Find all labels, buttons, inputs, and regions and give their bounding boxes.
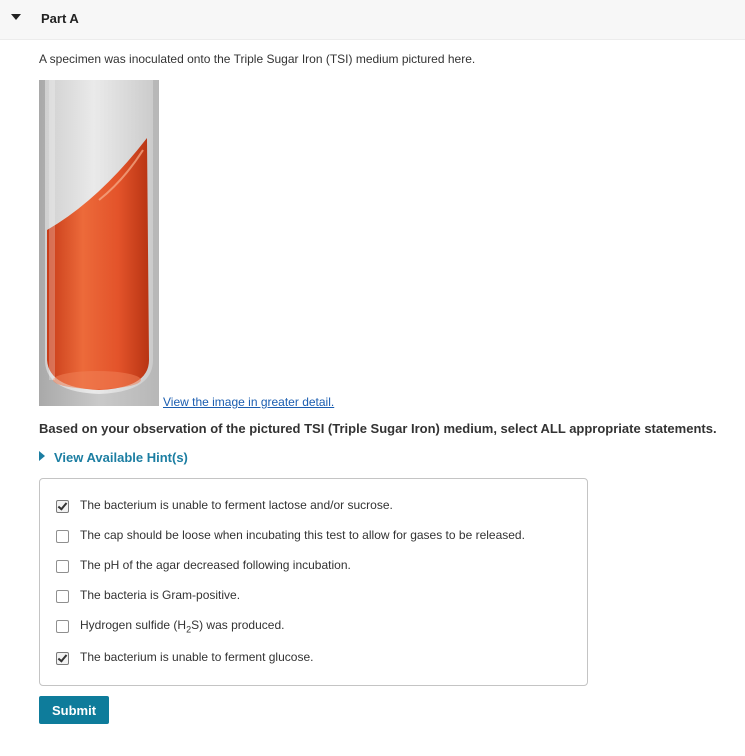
part-title: Part A — [41, 11, 79, 26]
part-header[interactable] — [0, 0, 745, 40]
question-prompt: Based on your observation of the pictured TSI (Triple Sugar Iron) medium, select ALL appropriate statements. — [39, 421, 717, 436]
view-image-detail-link[interactable]: View the image in greater detail. — [163, 395, 335, 409]
checkmark-icon — [58, 652, 68, 662]
checkbox[interactable] — [56, 560, 69, 573]
option-label: The bacterium is unable to ferment lactose and/or sucrose. — [80, 498, 393, 512]
option-label: The bacterium is unable to ferment glucose. — [80, 650, 314, 664]
checkbox[interactable] — [56, 530, 69, 543]
option-label: The cap should be loose when incubating this test to allow for gases to be released. — [80, 528, 525, 542]
option-label: The bacteria is Gram-positive. — [80, 588, 241, 602]
option-label: Hydrogen sulfide $(H_2S)$ was produced. — [80, 618, 285, 635]
collapse-caret-icon[interactable] — [11, 14, 21, 20]
answer-options-box — [39, 478, 588, 686]
option-label: The pH of the agar decreased following incubation. — [80, 558, 351, 572]
tsi-tube-image — [39, 80, 159, 406]
checkmark-icon — [58, 500, 68, 510]
checkbox[interactable] — [56, 620, 69, 633]
caret-right-icon — [39, 451, 45, 461]
checkbox-checked[interactable] — [56, 652, 69, 665]
checkbox[interactable] — [56, 590, 69, 603]
checkbox-checked[interactable] — [56, 500, 69, 513]
intro-text: A specimen was inoculated onto the Triple Sugar Iron (TSI) medium pictured here. — [39, 52, 476, 66]
hint-label: View Available Hint(s) — [54, 450, 188, 465]
submit-button[interactable]: Submit — [39, 696, 109, 724]
view-hints-toggle[interactable] — [39, 450, 188, 465]
